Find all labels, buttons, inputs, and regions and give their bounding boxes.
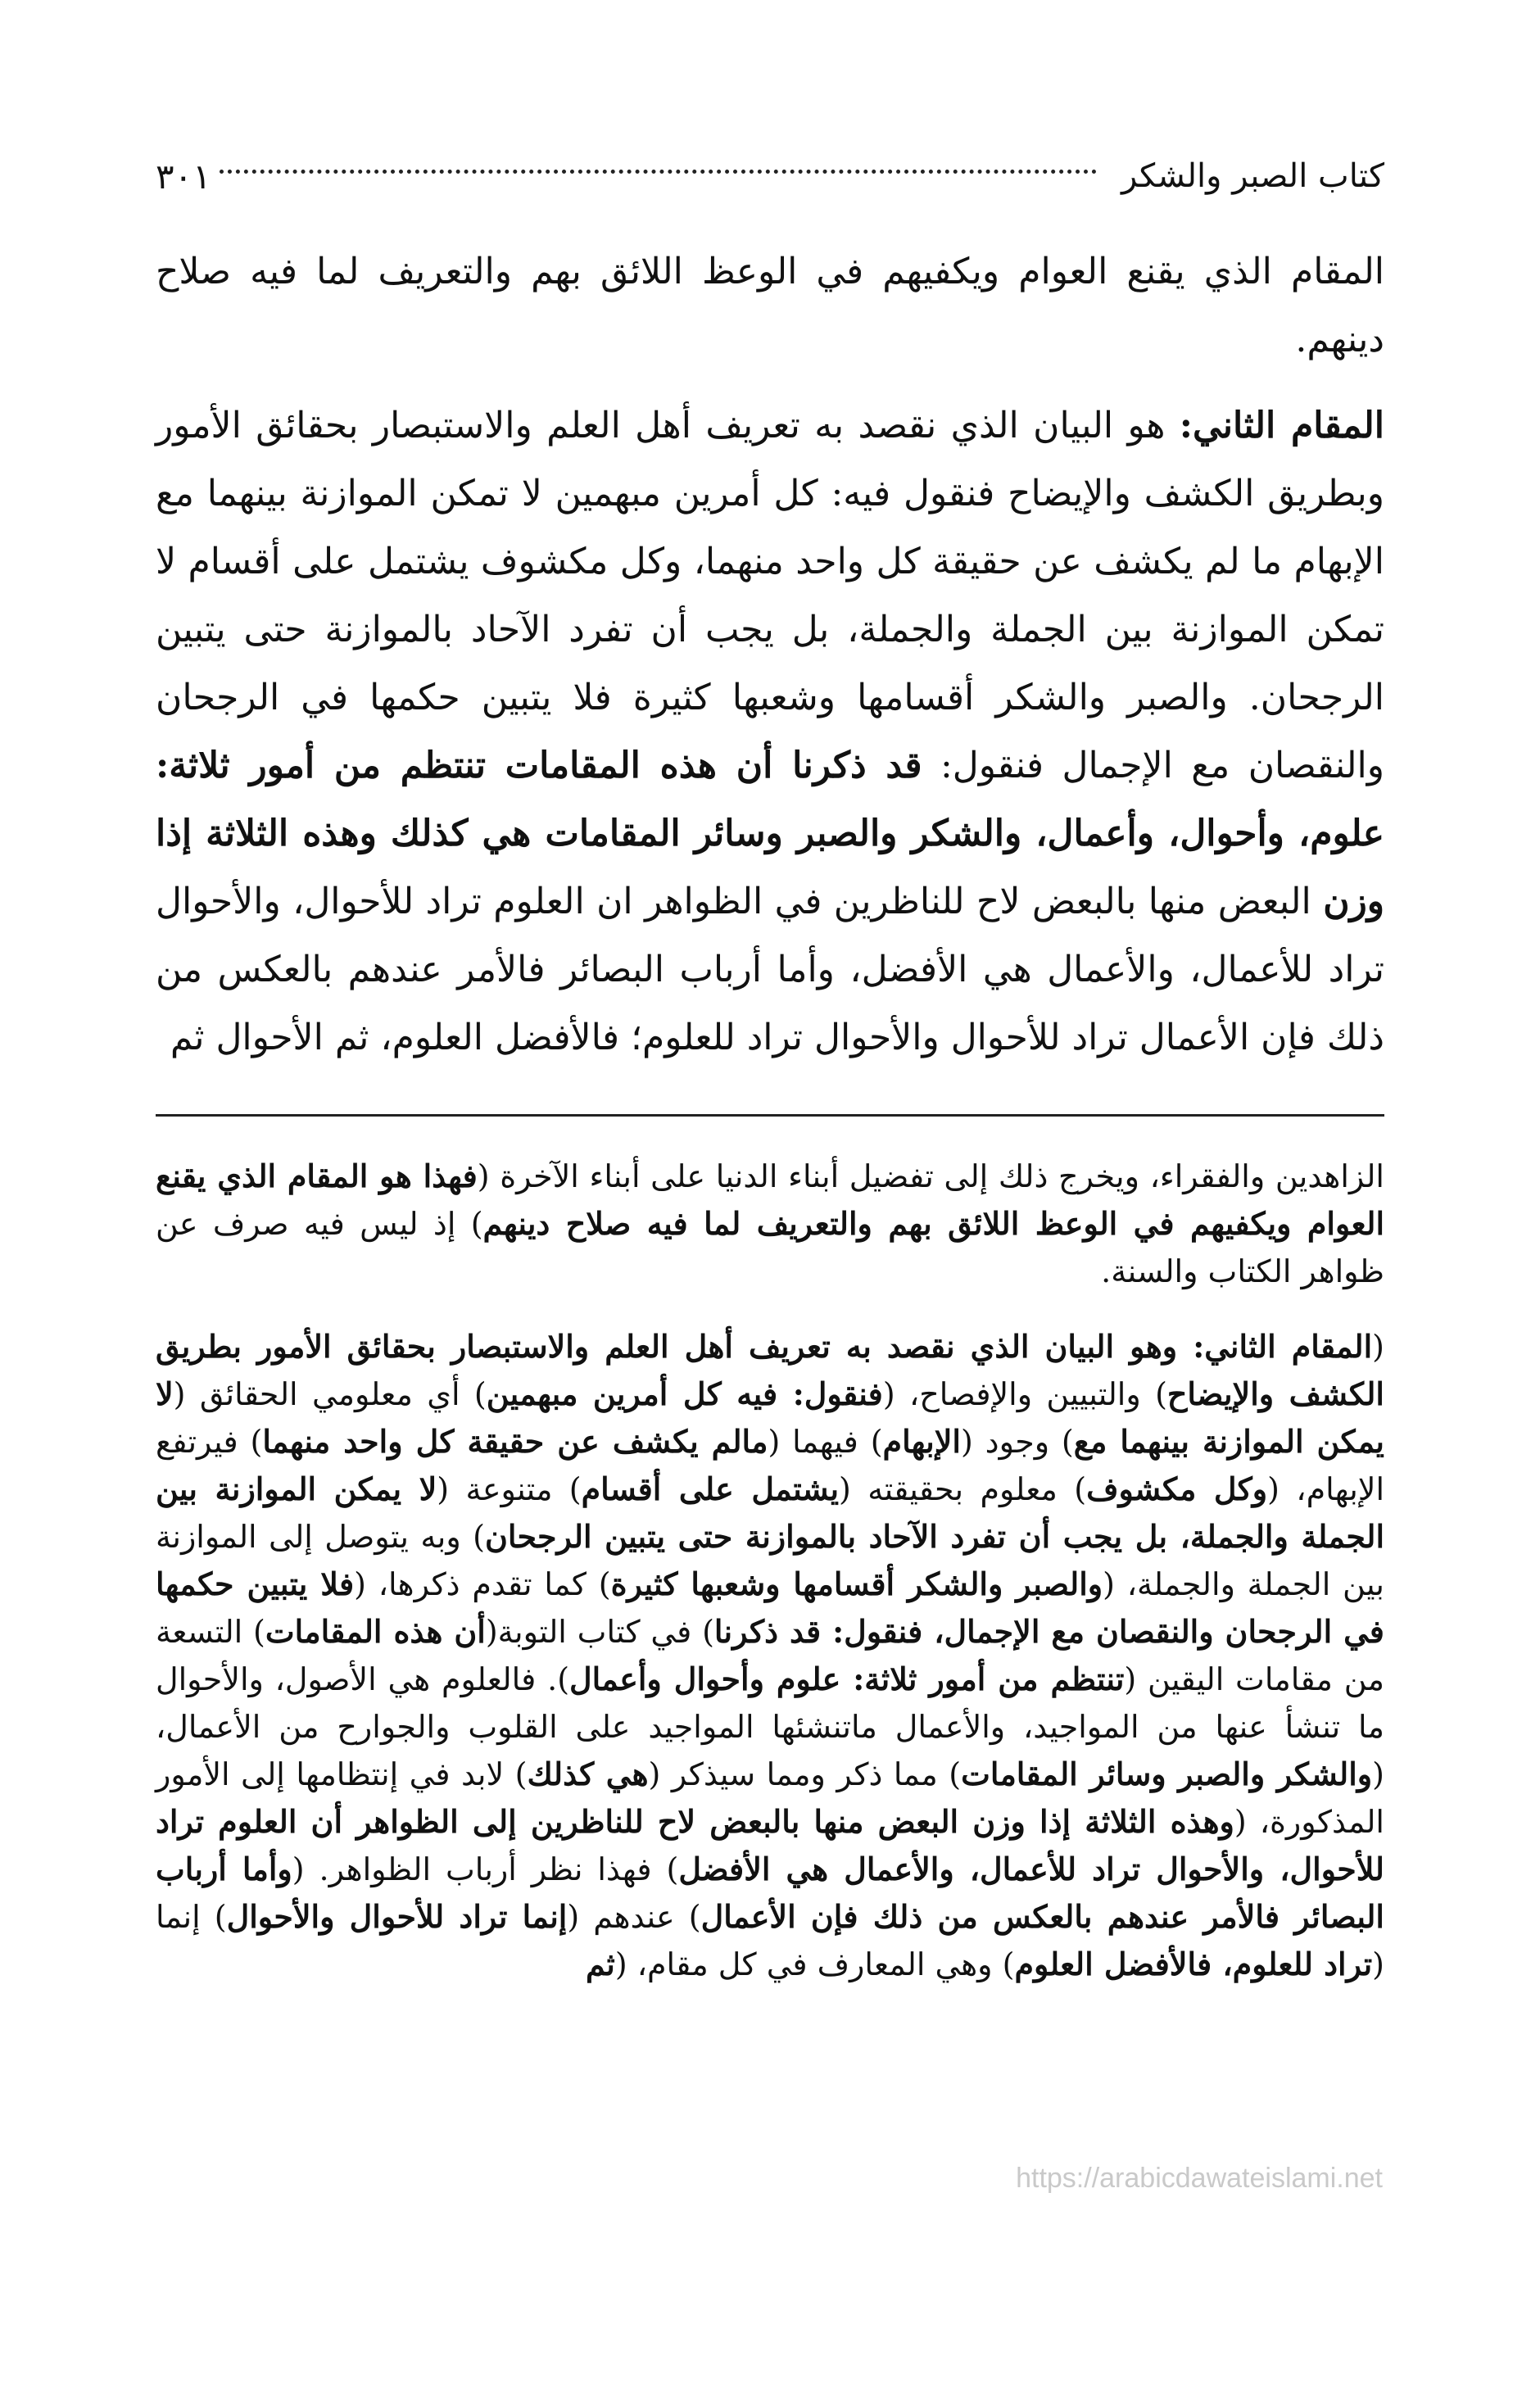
note-text: ) أي معلومي الحقائق ( [173,1376,487,1412]
note-text: ) معلوم بحقيقته ( [839,1471,1087,1507]
note-text: ( [1372,1329,1384,1365]
note-quote: فلا يتبين حكمها في الرجحان والنقصان مع الإجمال، فنقول: قد ذكرنا [156,1565,1384,1650]
page-number: ٣٠١ [156,156,211,197]
note-quote: والصبر والشكر أقسامها وشعبها كثيرة [610,1565,1103,1602]
note-quote: تنتظم من أمور ثلاثة: علوم وأحوال وأعمال [569,1660,1125,1697]
note-text: ) متنوعة ( [437,1471,582,1507]
main-p2-text-c: البعض منها بالبعض لاح للناظرين في الظواهر ان العلوم تراد للأحوال، والأحوال تراد للأعمال، والأعمال هي الأفضل، وأما أرباب البصائر فالأمر عندهم بالعكس من ذلك فإن الأعمال تراد للأحوال والأحوال تراد للعلوم؛ فالأفضل العلوم، ثم الأحوال ثم [156,881,1384,1058]
commentary [156,1153,1384,1988]
note-quote: المقام الثاني: وهو البيان الذي نقصد به تعريف أهل العلم والاستبصار بحقائق الأمور بطريق الكشف والإيضاح [156,1328,1384,1412]
note-text: ) مما ذكر ومما سيذكر ( [648,1756,962,1792]
note-text: ) إذ ليس فيه صرف عن ظواهر الكتاب والسنة. [156,1206,1384,1289]
watermark-url: https://arabicdawateislami.net [1016,2163,1383,2194]
note-quote: ثم [585,1946,615,1982]
header-dot-leader [220,170,1097,174]
note-text: ). فالعلوم هي الأصول، والأحوال ما تنشأ عنها من المواجيد، والأعمال ماتنشئها المواجيد على القلوب والجوارح من الأعمال، ( [156,1661,1384,1792]
note-text: ) فيرتفع الإبهام، ( [156,1424,1384,1507]
main-paragraph-1 [156,238,1384,374]
note-quote: فهذا هو المقام الذي يقنع العوام ويكفيهم في الوعظ اللائق بهم والتعريف لما فيه صلاح دينهم [156,1158,1385,1242]
note-quote: مالم يكشف عن حقيقة كل واحد منهما [262,1423,768,1460]
main-p2-text-a: هو البيان الذي نقصد به تعريف أهل العلم والاستبصار بحقائق الأمور وبطريق الكشف والإيضاح فنقول فيه: كل أمرين مبهمين لا تمكن الموازنة بينهما مع الإبهام ما لم يكشف عن حقيقة كل واحد منهما، وكل مكشوف يشتمل على أقسام لا تمكن الموازنة بين الجملة والجملة، بل يجب أن تفرد الآحاد بالموازنة حتى يتبين الرجحان. والصبر والشكر أقسامها وشعبها كثيرة فلا يتبين حكمها في الرجحان والنقصان مع الإجمال فنقول: [156,405,1385,786]
note-text: ) في كتاب التوبة( [485,1614,714,1650]
note-quote: هي كذلك [527,1756,649,1792]
note-text: ) والتبيين والإفصاح، ( [882,1376,1167,1412]
note-quote: أن هذه المقامات [265,1613,486,1650]
note-text: ) فيهما ( [768,1424,883,1460]
note-quote: إنما تراد للأحوال والأحوال [226,1898,568,1935]
note-quote: لا يمكن الموازنة بينهما مع [156,1375,1385,1460]
section-heading: المقام الثاني: [1179,405,1384,446]
main-p1-text: المقام الذي يقنع العوام ويكفيهم في الوعظ اللائق بهم والتعريف لما فيه صلاح دينهم. [156,251,1384,360]
note-text: ) لابد في إنتظامها إلى الأمور المذكورة، ( [156,1756,1384,1840]
note-quote: وهذه الثلاثة إذا وزن البعض منها بالبعض لاح للناظرين إلى الظواهر أن العلوم تراد للأحوال، والأحوال تراد للأعمال، والأعمال هي الأفضل [156,1803,1385,1887]
note-quote: لا يمكن الموازنة بين الجملة والجملة، بل يجب أن تفرد الآحاد بالموازنة حتى يتبين الرجحان [156,1470,1385,1555]
main-text [156,238,1384,1071]
paragraph-gap [156,374,1384,392]
note-quote: يشتمل على أقسام [581,1470,840,1507]
commentary-paragraph-1 [156,1153,1384,1295]
main-p2-text-bold: قد ذكرنا أن هذه المقامات تنتظم من أمور ثلاثة: علوم، وأحوال، وأعمال، والشكر والصبر وسائر المقامات هي كذلك وهذه الثلاثة إذا وزن [156,745,1384,922]
note-quote: وأما أرباب البصائر فالأمر عندهم بالعكس من ذلك فإن الأعمال [156,1851,1384,1935]
note-text: ) فهذا نظر أرباب الظواهر. ( [292,1851,679,1887]
paragraph-gap [156,1295,1384,1323]
note-quote: فنقول: فيه كل أمرين مبهمين [486,1375,883,1412]
running-header [156,147,1384,205]
book-page [156,147,1384,1988]
header-title: كتاب الصبر والشكر [1121,157,1384,195]
note-text: الزاهدين والفقراء، ويخرج ذلك إلى تفضيل أبناء الدنيا على أبناء الآخرة ( [477,1158,1384,1194]
note-text: ) التسعة من مقامات اليقين ( [156,1614,1384,1697]
note-text: ) إنما ( [156,1899,1384,1982]
main-paragraph-2 [156,392,1384,1071]
note-text: ) عندهم ( [567,1899,701,1935]
note-text: ) كما تقدم ذكرها، ( [354,1566,611,1602]
note-quote: الإبهام [882,1423,961,1460]
note-text: ) وهي المعارف في كل مقام، ( [614,1946,1015,1982]
note-text: ) وبه يتوصل إلى الموازنة بين الجملة والجملة، ( [156,1519,1385,1602]
note-quote: تراد للعلوم، فالأفضل العلوم [1014,1946,1373,1982]
commentary-paragraph-2 [156,1323,1384,1988]
note-text: ) وجود ( [960,1424,1074,1460]
footnote-divider [156,1114,1384,1117]
note-quote: والشكر والصبر وسائر المقامات [961,1756,1373,1792]
note-quote: وكل مكشوف [1086,1470,1268,1507]
